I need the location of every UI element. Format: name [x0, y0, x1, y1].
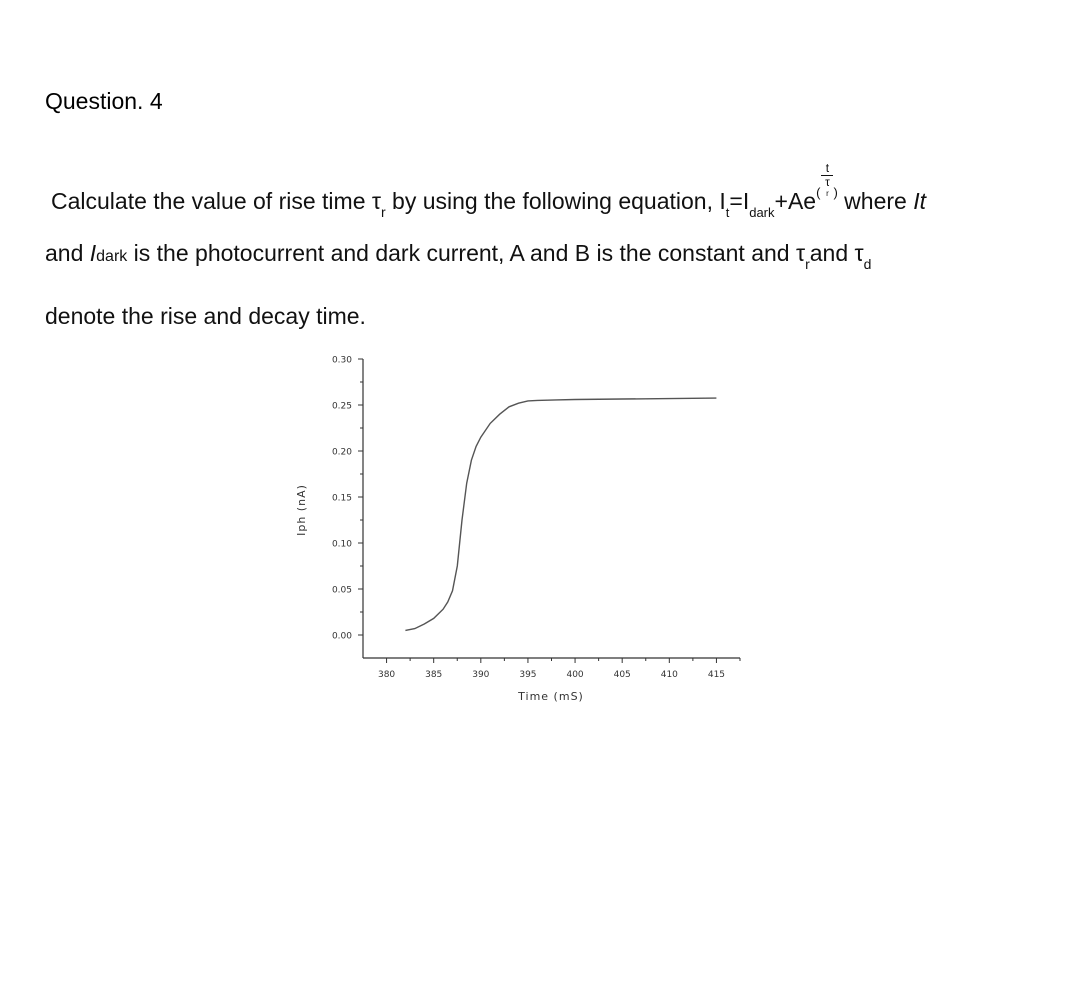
eq-t-sub: t [725, 205, 730, 220]
tau-r-sub: r [380, 204, 386, 220]
x-tick-label: 390 [472, 670, 490, 680]
eq-plus-Ae: +Ae [774, 188, 817, 214]
text-and: and [45, 240, 90, 266]
x-tick-label: 400 [566, 670, 584, 680]
text-where: where [837, 188, 914, 214]
x-tick-label: 380 [377, 670, 396, 680]
eq-equals-I: =I [729, 188, 750, 214]
text-and-tau: and τ [809, 240, 864, 266]
y-tick-label: 0.25 [331, 401, 352, 412]
y-tick-label: 0.00 [331, 631, 352, 642]
y-tick-label: 0.15 [331, 493, 352, 504]
text-It: It [913, 188, 926, 214]
text-Idark-I: I [89, 240, 97, 266]
eq-exp-open: ( [816, 185, 821, 200]
question-line-3: denote the rise and decay time. [45, 303, 366, 329]
y-tick-label: 0.10 [331, 539, 352, 550]
eq-exp-close: ) [833, 185, 838, 200]
y-tick-label: 0.30 [331, 355, 352, 366]
data-series-line [405, 398, 716, 630]
y-ticks [332, 356, 363, 642]
x-ticks [378, 658, 740, 680]
x-tick-label: 395 [519, 670, 537, 680]
x-tick-label: 410 [660, 670, 678, 680]
tau-r-sub-2: r [805, 256, 810, 272]
x-tick-label: 405 [613, 670, 631, 680]
text-Idark-sub: dark [96, 248, 128, 265]
x-tick-label: 415 [707, 670, 726, 680]
exp-den-sub: r [826, 189, 829, 198]
question-title: Question. 4 [45, 88, 163, 114]
tau-d-sub: d [863, 256, 872, 272]
eq-I: I [719, 188, 726, 214]
y-tick-label: 0.05 [331, 585, 352, 596]
y-tick-label: 0.20 [331, 447, 352, 458]
text-photocurrent: is the photocurrent and dark current, A and B is the constant and τ [127, 240, 806, 266]
text-following: by using the following equation, [385, 188, 720, 214]
x-axis-label: Time (mS) [518, 690, 584, 703]
x-tick-label: 385 [425, 670, 443, 680]
y-axis-label: Iph (nA) [295, 484, 308, 536]
eq-dark-sub: dark [749, 205, 775, 220]
exp-denominator: τ [825, 175, 830, 189]
text-calc: Calculate the value of rise time τ [51, 188, 381, 214]
exp-numerator: t [825, 161, 830, 175]
